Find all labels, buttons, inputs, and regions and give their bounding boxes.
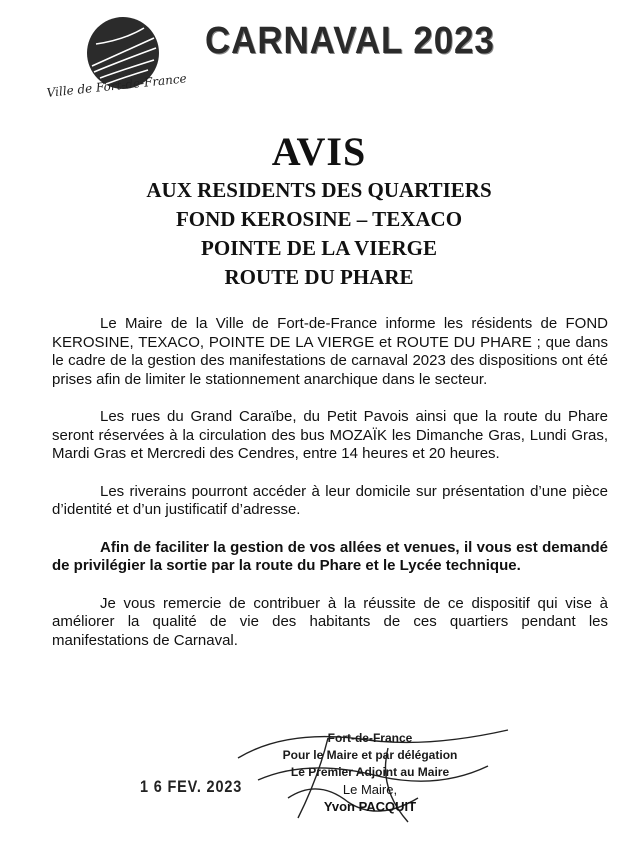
stamp-city: Fort-de-France [327,731,413,745]
date-stamp: 1 6 FEV. 2023 [140,777,243,796]
logo-caption: Ville de Fort-de-France [46,71,188,100]
subtitle-line: ROUTE DU PHARE [224,265,414,289]
stamp-line2: Le Premier Adjoint au Maire [290,765,450,779]
subtitle-line: FOND KEROSINE – TEXACO [175,207,463,231]
paragraph-roads: Les rues du Grand Caraïbe, du Petit Pavois ainsi que la route du Phare seront réservées à la circulation des bus MOZAÏK les Dimanche Gras, Lundi Gras, Mardi Gras et Mercredi des Cendres, entre 14 heures et 20 heures. [52,408,608,462]
signature-block [250,730,490,815]
stamp-line1: Pour le Maire et par délégation [282,748,458,762]
paragraph-intro: Le Maire de la Ville de Fort-de-France informe les résidents de FOND KEROSINE, TEXACO, POINTE DE LA VIERGE et ROUTE DU PHARE ; que dans le cadre de la gestion des manifestations de carnaval 2023 des dispositions ont été prises afin de limiter le stationnement anarchique dans le secteur. [52,315,608,388]
subtitle-line: AUX RESIDENTS DES QUARTIERS [146,178,492,202]
sign-title: Le Maire, [342,782,398,797]
mayor-name: Yvon PACQUIT [323,799,417,814]
notice-title: AVIS [271,129,367,174]
notice-body [52,315,608,669]
paragraph-exit-advice: Afin de faciliter la gestion de vos allées et venues, il vous est demandé de privilégier la sortie par la route du Phare et le Lycée technique. [52,538,608,574]
subtitle-line: POINTE DE LA VIERGE [201,236,437,260]
paragraph-residents: Les riverains pourront accéder à leur domicile sur présentation d’une pièce d’identité et d’un justificatif d’adresse. [52,482,608,518]
paragraph-thanks: Je vous remercie de contribuer à la réussite de ce dispositif qui vise à améliorer la qualité de vie des habitants de ces quartiers pendant les manifestations de Carnaval. [52,594,608,649]
carnaval-banner: CARNAVAL 2023 [205,20,495,62]
notice-subtitle [0,176,638,292]
